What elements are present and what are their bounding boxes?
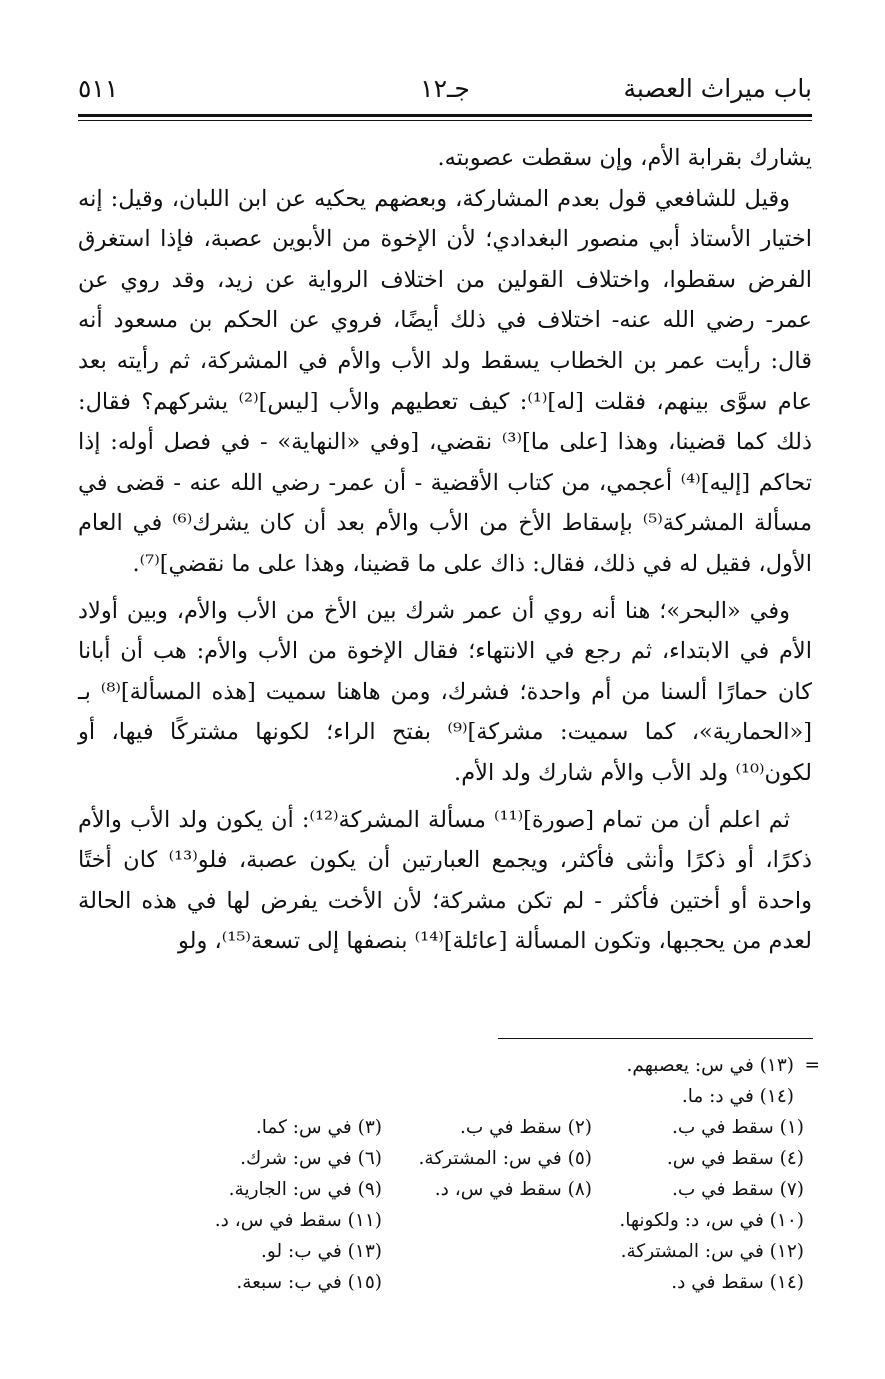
paragraph: ثم اعلم أن من تمام [صورة]⁽¹¹⁾ مسألة المشركة⁽¹²⁾: أن يكون ولد الأب والأم ذكرًا، أو ذكرًا وأنثى فأكثر، ويجمع العبارتين أن يكون عصبة، فلو⁽¹³⁾ كان أختًا واحدة أو أختين فأكثر - لم تكن مشركة؛ لأن الأخت يفرض لها في هذه الحالة لعدم من يحجبها، وتكون المسألة [عائلة]⁽¹⁴⁾ بنصفها إلى تسعة⁽¹⁵⁾، ولو <box>78 806 812 955</box>
footnote-item: (١٣) في ب: لو. <box>261 1241 382 1262</box>
footnote-item <box>382 1267 592 1298</box>
paragraph: وقيل للشافعي قول بعدم المشاركة، وبعضهم يحكيه عن ابن اللبان، وقيل: إنه اختيار الأستاذ أبي منصور البغدادي؛ لأن الإخوة من الأبوين عصبة، فإذا استغرق الفرض سقطوا، واختلاف القولين من اختلاف الرواية عن زيد، وقد روي عن عمر- رضي الله عنه- اختلاف في ذلك أيضًا، فروي عن الحكم بن مسعود أنه قال: رأيت عمر بن الخطاب يسقط ولد الأب والأم في المشركة، ثم رأيته بعد عام سوَّى بينهم، فقلت [له]⁽¹⁾: كيف تعطيهم والأب [ليس]⁽²⁾ يشركهم؟ فقال: ذلك كما قضينا، وهذا [على ما]⁽³⁾ نقضي، [وفي «النهاية» - في فصل أوله: إذا تحاكم [إليه]⁽⁴⁾ أعجمي، من كتاب الأقضية - أن عمر- رضي الله عنه - قضى في مسألة المشركة⁽⁵⁾ بإسقاط الأخ من الأب والأم بعد أن كان يشرك⁽⁶⁾ في العام الأول، فقيل له في ذلك، فقال: ذاك على ما قضينا، وهذا على ما نقضي]⁽⁷⁾. <box>78 185 813 577</box>
page-number: ٥١١ <box>78 73 119 103</box>
footnote-row <box>210 1174 820 1205</box>
footnote-item: (١٤) في د: ما. <box>681 1086 794 1107</box>
footnote-item: (٧) سقط في ب. <box>672 1179 804 1200</box>
footnote-item <box>382 1236 592 1267</box>
main-text <box>78 138 812 968</box>
footnote-item: (٥) في س: المشتركة. <box>418 1148 592 1169</box>
footnote-item: (١٠) في س، د: ولكونها. <box>619 1210 804 1231</box>
footnote-item: (١٤) سقط في د. <box>671 1272 804 1293</box>
footnote-continued <box>210 1081 820 1112</box>
header-rule-thick <box>78 114 812 117</box>
volume-label: جـ١٢ <box>420 73 470 103</box>
paragraph-continued: يشارك بقرابة الأم، وإن سقطت عصوبته. <box>437 145 812 171</box>
footnote-row <box>210 1236 820 1267</box>
footnote-item: (١) سقط في ب. <box>672 1117 804 1138</box>
chapter-title: باب ميراث العصبة <box>623 73 812 103</box>
paragraph: وفي «البحر»؛ هنا أنه روي أن عمر شرك بين الأخ من الأب والأم، وبين أولاد الأم في الابتداء، ثم رجع في الانتهاء؛ فقال الإخوة من الأب والأم: هب أن أبانا كان حمارًا ألسنا من أم واحدة؛ فشرك، ومن هاهنا سميت [هذه المسألة]⁽⁸⁾ بـ [«الحمارية»، كما سميت: مشركة]⁽⁹⁾ بفتح الراء؛ لكونها مشتركًا فيها، أو لكون⁽¹⁰⁾ ولد الأب والأم شارك ولد الأم. <box>78 597 812 786</box>
footnote-item <box>382 1205 592 1236</box>
running-header <box>78 68 812 108</box>
footnote-item: (١٢) في س: المشتركة. <box>620 1241 804 1262</box>
footnote-continued <box>210 1050 820 1081</box>
footnote-item: (٨) سقط في س، د. <box>434 1179 592 1200</box>
footnote-row <box>210 1267 820 1298</box>
footnote-row <box>210 1112 820 1143</box>
footnote-item: (٤) سقط في س. <box>666 1148 804 1169</box>
footnote-item: (٩) في س: الجارية. <box>228 1179 382 1200</box>
footnote-item: (٣) في س: كما. <box>255 1117 382 1138</box>
footnote-item: (٢) سقط في ب. <box>460 1117 592 1138</box>
footnote-separator <box>498 1038 813 1039</box>
footnote-item: (١٥) في ب: سبعة. <box>236 1272 382 1293</box>
footnote-row <box>210 1205 820 1236</box>
continuation-mark: = <box>804 1055 820 1076</box>
footnotes <box>210 1050 820 1298</box>
footnote-item: (١١) سقط في س، د. <box>214 1210 382 1231</box>
footnote-item: (٦) في س: شرك. <box>240 1148 382 1169</box>
footnote-row <box>210 1143 820 1174</box>
footnote-item: (١٣) في س: يعصبهم. <box>626 1055 794 1076</box>
header-rule-thin <box>78 120 812 121</box>
